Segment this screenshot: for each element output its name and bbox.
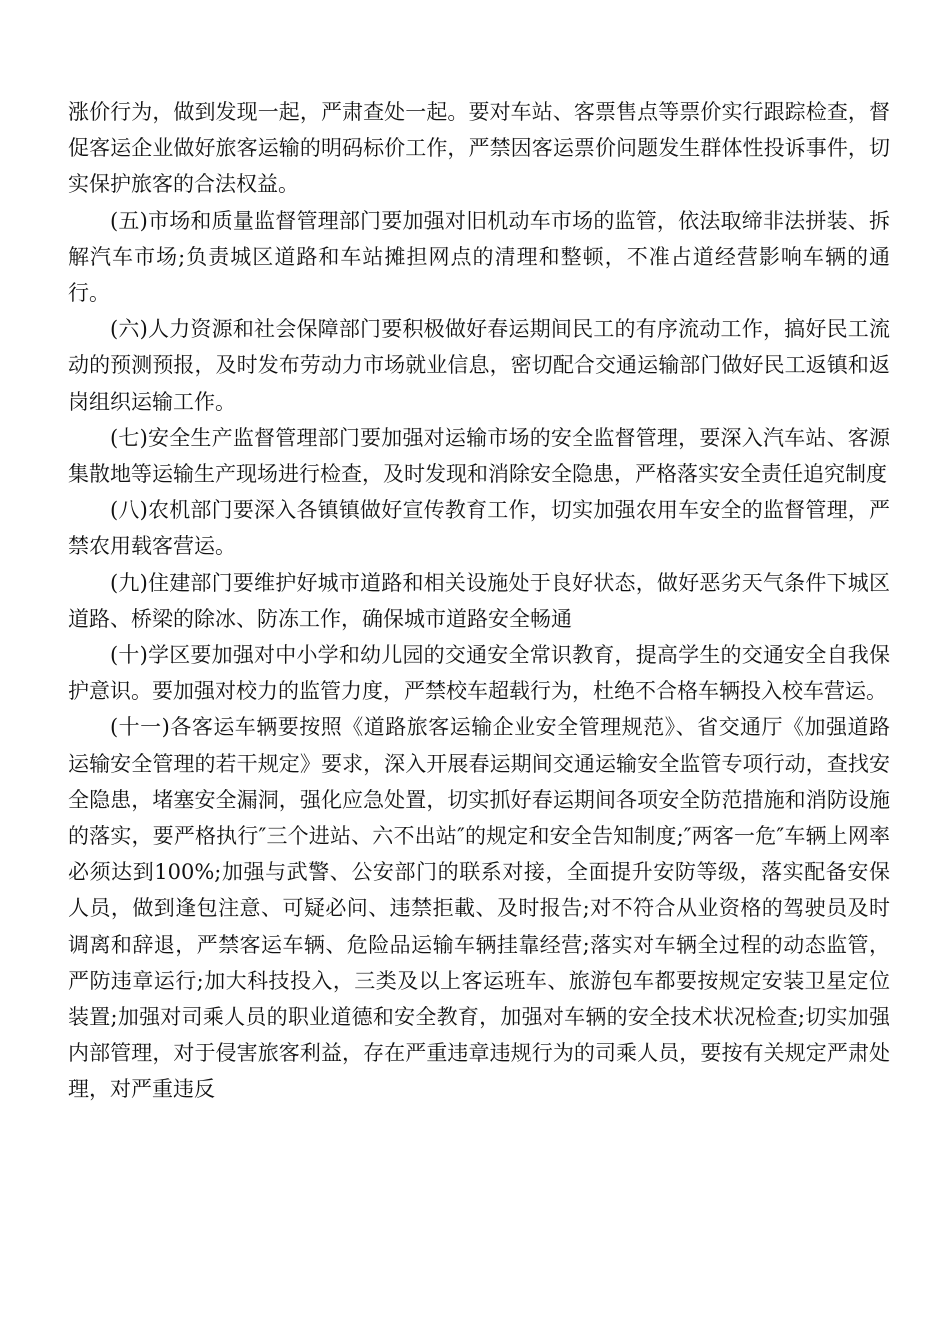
paragraph-agricultural-machinery: (八)农机部门要深入各镇镇做好宣传教育工作，切实加强农用车安全的监督管理，严禁农用载客营运。: [68, 498, 890, 559]
paragraph-work-safety: (七)安全生产监督管理部门要加强对运输市场的安全监督管理，要深入汽车站、客源集散地等运输生产现场进行检查，及时发现和消除安全隐患，严格落实安全责任追究制度: [68, 425, 890, 487]
paragraph-school-district: (十)学区要加强对中小学和幼儿园的交通安全常识教育，提高学生的交通安全自我保护意识。要加强对校力的监管力度，严禁校车超载行为，杜绝不合格车辆投入校车营运。: [68, 643, 890, 704]
paragraph-housing-construction: (九)住建部门要维护好城市道路和相关设施处于良好状态，做好恶劣天气条件下城区道路、桥梁的除冰、防冻工作，确保城市道路安全畅通: [68, 570, 890, 631]
paragraph-passenger-vehicles: (十一)各客运车辆要按照《道路旅客运输企业安全管理规范》、省交通厅《加强道路运输安全管理的若干规定》要求，深入开展春运期间交通运输安全监管专项行动，查找安全隐患，堵塞安全漏洞，强化应急处置，切实抓好春运期间各项安全防范措施和消防设施的落实，要严格执行″三个进站、六不出站″的规定和安全告知制度;″两客一危″车辆上网率必须达到100%;加强与武警、公安部门的联系对接，全面提升安防等级，落实配备安保人员，做到逢包注意、可疑必问、违禁拒載、及时报告;对不符合从业资格的驾驶员及时调离和辞退，严禁客运车辆、危险品运输车辆挂靠经营;落实对车辆全过程的动态监管，严防违章运行;加大科技投入，三类及以上客运班车、旅游包车都要按规定安装卫星定位装置;加强对司乘人员的职业道德和安全教育，加强对车辆的安全技术状况检查;切实加强内部管理，对于侵害旅客利益，存在严重违章违规行为的司乘人员，要按有关规定严肃处理，对严重违反: [68, 715, 890, 1102]
paragraph-price-supervision: 涨价行为，做到发现一起，严肃查处一起。要对车站、客票售点等票价实行跟踪检查，督促客运企业做好旅客运输的明码标价工作，严禁因客运票价问题发生群体性投诉事件，切实保护旅客的合法权益。: [68, 100, 890, 197]
document-body: [68, 94, 890, 1108]
paragraph-market-quality: (五)市场和质量监督管理部门要加强对旧机动车市场的监管，依法取缔非法拼装、拆解汽车市场;负责城区道路和车站摊担网点的清理和整顿，不准占道经营影响车辆的通行。: [68, 208, 890, 306]
paragraph-human-resources: (六)人力资源和社会保障部门要积极做好春运期间民工的有序流动工作，搞好民工流动的预测预报，及时发布劳动力市场就业信息，密切配合交通运输部门做好民工返镇和返岗组织运输工作。: [68, 317, 890, 414]
